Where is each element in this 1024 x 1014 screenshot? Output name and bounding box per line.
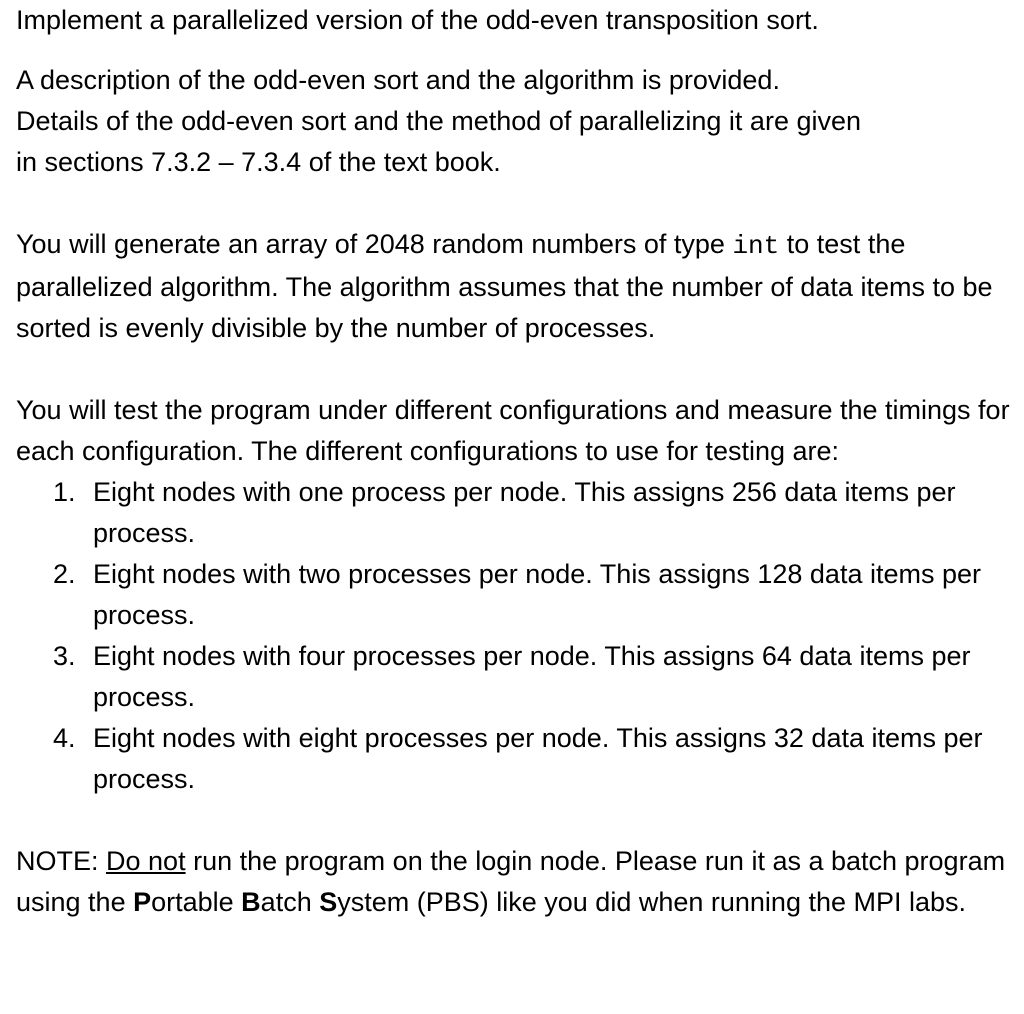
assignment-title: Implement a parallelized version of the odd-even transposition sort. <box>16 5 819 35</box>
list-item-text: Eight nodes with four processes per node. This assigns 64 data items per process. <box>93 641 971 712</box>
pbs-s-bold: S <box>319 887 338 917</box>
pbs-b-bold: B <box>241 887 261 917</box>
intro-line-3: in sections 7.3.2 – 7.3.4 of the text book. <box>16 147 501 177</box>
pbs-p-bold: P <box>133 887 152 917</box>
list-item-number: 2. <box>53 559 76 589</box>
list-item <box>53 718 1016 800</box>
testing-section <box>16 390 1016 800</box>
list-item <box>53 554 1016 636</box>
do-not-underlined: Do not <box>106 846 186 876</box>
pbs-s-rest: ystem (PBS) like you did when running the MPI labs. <box>337 887 967 917</box>
note-label: NOTE: <box>16 846 107 876</box>
list-item <box>53 472 1016 554</box>
intro-line-1: A description of the odd-even sort and the algorithm is provided. <box>16 65 780 95</box>
list-item-text: Eight nodes with two processes per node. This assigns 128 data items per process. <box>93 559 981 630</box>
int-code-token: int <box>732 231 780 261</box>
note-text-1: run the program on the login node. Please run it as a batch program using the <box>16 846 1006 917</box>
generate-paragraph <box>16 224 1016 349</box>
note-paragraph <box>16 841 1016 923</box>
generate-text-rest: the parallelized algorithm. The algorithm assumes that the number of data items to be sorted is evenly divisible by the number of processes. <box>16 229 993 343</box>
intro-line-2: Details of the odd-even sort and the method of parallelizing it are given <box>16 106 862 136</box>
list-item <box>53 636 1016 718</box>
generate-text-before: You will generate an array of 2048 random numbers of type <box>16 229 733 259</box>
testing-intro: You will test the program under different configurations and measure the timings for each configuration. The different configurations to use for testing are: <box>16 395 1010 466</box>
list-item-number: 4. <box>53 723 76 753</box>
intro-paragraph <box>16 60 1016 183</box>
list-item-number: 1. <box>53 477 76 507</box>
list-item-number: 3. <box>53 641 76 671</box>
pbs-p-rest: ortable <box>151 887 242 917</box>
list-item-text: Eight nodes with one process per node. This assigns 256 data items per process. <box>93 477 956 548</box>
pbs-b-rest: atch <box>260 887 320 917</box>
list-item-text: Eight nodes with eight processes per node. This assigns 32 data items per process. <box>93 723 983 794</box>
generate-text-after: to test <box>779 229 861 259</box>
assignment-document <box>16 0 1016 923</box>
configuration-list <box>16 472 1016 800</box>
